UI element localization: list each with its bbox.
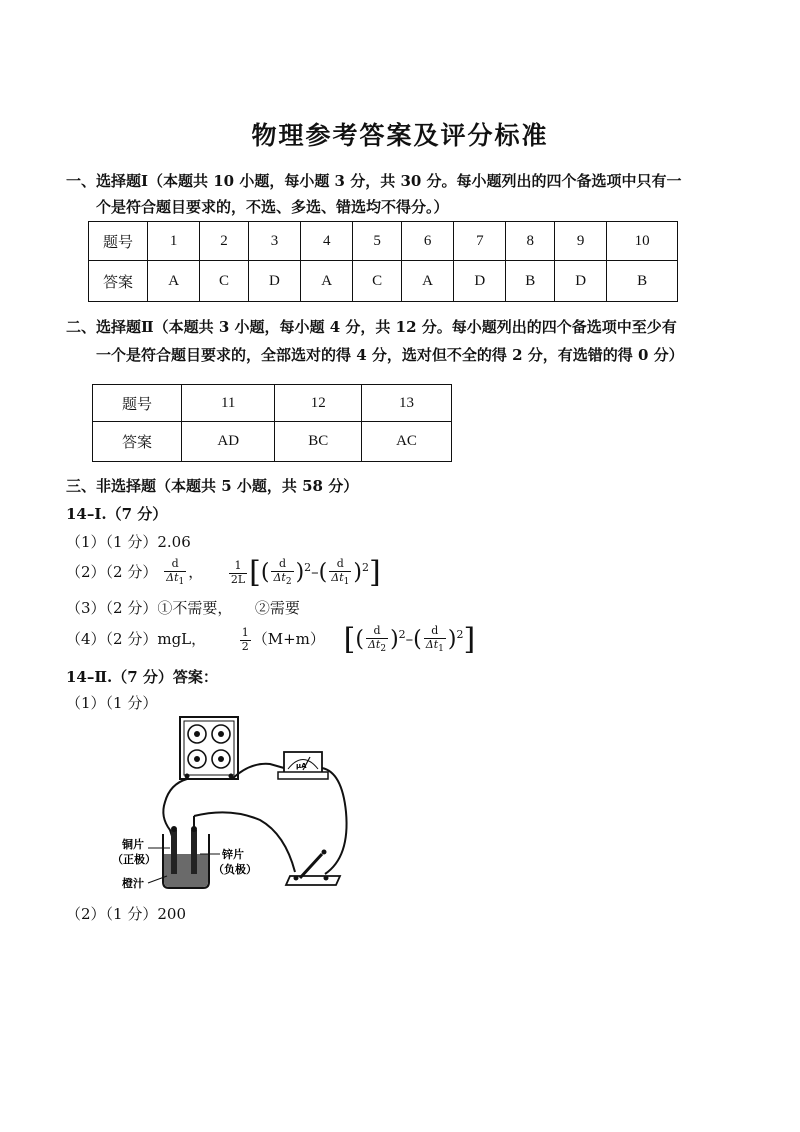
exponent: 2 (398, 628, 406, 641)
juice-label: 橙汁 (122, 877, 144, 890)
right-bracket: ] (368, 555, 381, 590)
delta-t: Δt (425, 637, 439, 651)
fraction-1-over-2 (240, 627, 251, 652)
answer-cell: AD (182, 422, 275, 462)
q14-1-part4 (66, 622, 476, 657)
table-row (93, 422, 452, 462)
section1-heading-line1: 一、选择题Ⅰ（本题共 10 小题，每小题 3 分，共 30 分。每小题列出的四个备选项中只有一 (66, 172, 682, 190)
number-cell: 4 (301, 222, 353, 261)
number-cell: 12 (275, 385, 362, 422)
mass-term: （M+m） (252, 630, 325, 648)
exponent: 2 (304, 561, 312, 574)
numerator: 1 (229, 560, 247, 573)
answer-cell: B (607, 261, 678, 302)
answer-cell: C (353, 261, 402, 302)
answer-cell: D (248, 261, 300, 302)
denominator: 2 (241, 639, 249, 653)
number-cell: 11 (182, 385, 275, 422)
delta-t: Δt (166, 570, 179, 584)
part2-label: （2）（2 分） (66, 563, 158, 581)
denominator: 2L (230, 572, 246, 586)
section2-heading-line1: 二、选择题Ⅱ（本题共 3 小题，每小题 4 分，共 12 分。每小题列出的四个备选项中至少有 (66, 318, 677, 336)
zinc-label: 锌片 (222, 848, 244, 861)
section2-heading-line2: 一个是符合题目要求的，全部选对的得 4 分，选对但不全的得 2 分，有选错的得 0 分） (96, 346, 684, 364)
number-cell: 7 (454, 222, 506, 261)
row-label: 题号 (93, 385, 182, 422)
left-paren: ( (318, 560, 328, 585)
q14-1-part1: （1）（1 分）2.06 (66, 533, 191, 551)
right-paren: ) (295, 560, 305, 585)
right-bracket: ] (463, 622, 476, 657)
right-paren: ) (390, 627, 399, 652)
meter-symbol: μA (296, 762, 307, 770)
numerator: d (366, 625, 388, 638)
denominator (366, 639, 388, 655)
fraction-d-over-dt1 (164, 558, 186, 587)
left-bracket: [ (249, 555, 261, 590)
minus: – (405, 630, 414, 648)
copper-label: 铜片 (122, 838, 144, 851)
answer-cell: B (506, 261, 555, 302)
positive-label: （正极） (112, 853, 156, 866)
table-row (89, 222, 678, 261)
delta-t: Δt (331, 570, 344, 584)
row-label: 答案 (93, 422, 182, 462)
table-row (89, 261, 678, 302)
number-cell: 1 (148, 222, 200, 261)
beaker-icon (163, 826, 209, 888)
comma: ， (188, 563, 204, 581)
number-cell: 9 (555, 222, 607, 261)
answer-cell: A (301, 261, 353, 302)
delta-t: Δt (367, 637, 381, 651)
denominator (271, 572, 293, 588)
numerator: d (424, 625, 446, 638)
answer-cell: AC (361, 422, 451, 462)
subscript: 2 (380, 643, 387, 654)
number-cell: 8 (506, 222, 555, 261)
number-cell: 6 (401, 222, 453, 261)
left-paren: ( (355, 627, 364, 652)
q14-2-heading: 14–Ⅱ.（7 分）答案： (66, 668, 218, 686)
number-cell: 2 (200, 222, 249, 261)
subscript: 1 (178, 576, 185, 587)
page-title: 物理参考答案及评分标准 (251, 121, 549, 150)
exponent: 2 (456, 628, 464, 641)
fraction-d-over-dt1 (329, 558, 351, 587)
numerator: d (164, 558, 186, 571)
number-cell: 13 (361, 385, 451, 422)
q14-1-part2 (66, 555, 381, 590)
row-label: 答案 (89, 261, 148, 302)
section3-heading: 三、非选择题（本题共 5 小题，共 58 分） (66, 477, 359, 495)
number-cell: 5 (353, 222, 402, 261)
subscript: 1 (343, 576, 350, 587)
numerator: d (329, 558, 351, 571)
part4-label: （4）（2 分）mgL， (66, 630, 207, 648)
denominator (164, 572, 186, 588)
resistance-box-icon (180, 717, 238, 779)
right-paren: ) (353, 560, 362, 585)
subscript: 2 (285, 576, 292, 587)
negative-label: （负极） (213, 863, 257, 876)
answer-cell: D (555, 261, 607, 302)
answer-cell: D (454, 261, 506, 302)
minus: – (311, 563, 319, 581)
fraction-d-over-dt1 (424, 625, 446, 654)
q14-2-part2: （2）（1 分）200 (66, 905, 186, 923)
answer-cell: BC (275, 422, 362, 462)
delta-t: Δt (273, 570, 286, 584)
section1-answer-table (88, 221, 678, 302)
number-cell: 3 (248, 222, 300, 261)
subscript: 1 (438, 643, 444, 654)
answer-cell: A (401, 261, 453, 302)
row-label: 题号 (89, 222, 148, 261)
table-row (93, 385, 452, 422)
numerator: d (271, 558, 293, 571)
circuit-diagram (110, 712, 360, 897)
denominator (329, 572, 351, 588)
q14-1-heading: 14–Ⅰ.（7 分） (66, 505, 168, 523)
fraction-1-over-2L (229, 560, 247, 585)
right-paren: ) (447, 627, 457, 652)
q14-1-part3: （3）（2 分）①不需要， ②需要 (66, 599, 300, 617)
q14-2-part1: （1）（1 分） (66, 694, 158, 712)
left-bracket: [ (343, 622, 356, 657)
section1-heading-line2: 个是符合题目要求的，不选、多选、错选均不得分。） (96, 198, 449, 216)
section2-answer-table (92, 384, 452, 462)
denominator (424, 639, 446, 655)
left-paren: ( (260, 560, 270, 585)
exponent: 2 (361, 561, 369, 574)
fraction-d-over-dt2 (271, 558, 293, 587)
numerator: 1 (241, 626, 249, 640)
fraction-d-over-dt2 (366, 625, 388, 654)
left-paren: ( (413, 627, 422, 652)
microammeter-icon (278, 752, 328, 779)
answer-cell: C (200, 261, 249, 302)
number-cell: 10 (607, 222, 678, 261)
answer-cell: A (148, 261, 200, 302)
